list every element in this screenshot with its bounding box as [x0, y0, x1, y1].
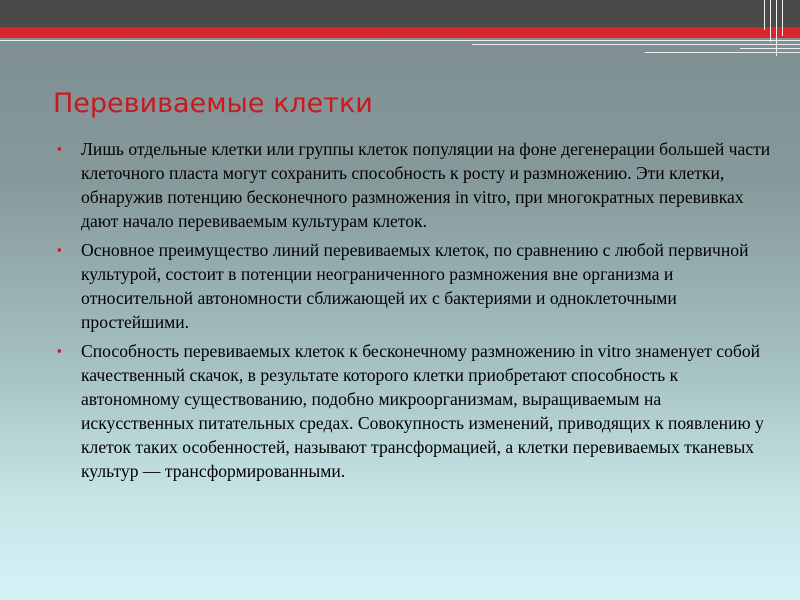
bullet-text: Основное преимущество линий перевиваемых клеток, по сравнению с любой первичной культурой, состоит в потенции неограниченного размножения вне организма и относительной автономности сближающей их с бактериями и одноклеточными простейшими.: [81, 240, 749, 332]
slide-title: Перевиваемые клетки: [53, 88, 373, 119]
bullet-marker-icon: ▪: [57, 141, 62, 156]
bullet-list: [57, 137, 777, 488]
divider-line: [472, 44, 800, 45]
bullet-item: [57, 238, 777, 334]
bullet-item: [57, 339, 777, 483]
bullet-marker-icon: ▪: [57, 343, 62, 358]
bullet-text: Лишь отдельные клетки или группы клеток популяции на фоне дегенерации большей части клеточного пласта могут сохранить способность к росту и размножению. Эти клетки, обнаружив потенцию бесконечного размножения in vitro, при многократных перевивках дают начало перевиваемым культурам клеток.: [81, 139, 771, 231]
bullet-item: [57, 137, 777, 233]
header-accent-band: [0, 27, 800, 38]
bullet-marker-icon: ▪: [57, 242, 62, 257]
bullet-text: Способность перевиваемых клеток к бесконечному размножению in vitro знаменует собой качественный скачок, в результате которого клетки приобретают способность к автономному существованию, подобно микроорганизмам, выращиваемым на искусственных питательных средах. Совокупность изменений, приводящих к появлению у клеток таких особенностей, называют трансформацией, а клетки перевиваемых тканевых культур — трансформированными.: [81, 341, 764, 481]
divider-line: [0, 40, 800, 41]
decorative-stripes: [762, 0, 792, 58]
header-dark-band: [0, 0, 800, 27]
